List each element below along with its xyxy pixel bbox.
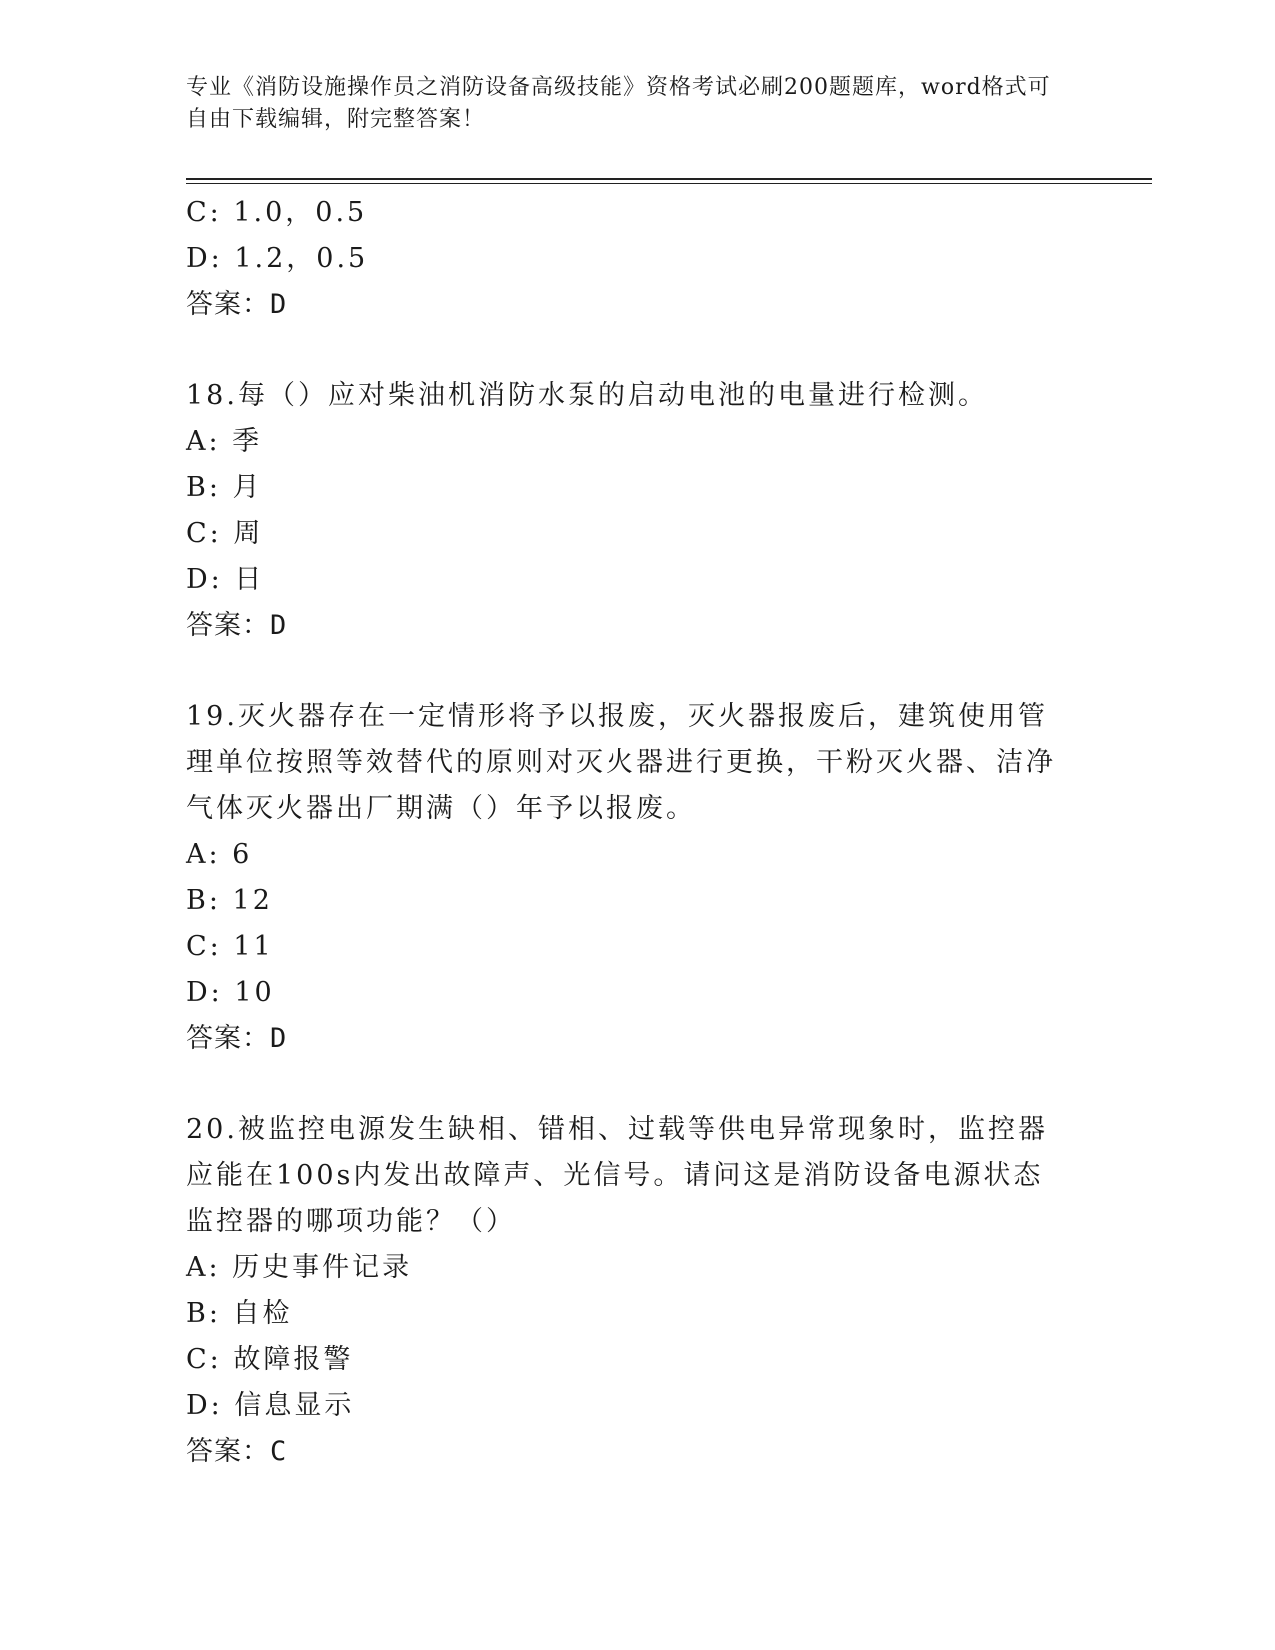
question-17-continuation <box>186 190 1086 328</box>
option-d: D: 信息显示 <box>186 1390 355 1421</box>
option-b: B: 自检 <box>186 1298 293 1329</box>
option-c: C: 1.0，0.5 <box>186 197 368 228</box>
spacer <box>186 1062 1086 1107</box>
page-header-title: 专业《消防设施操作员之消防设备高级技能》资格考试必刷200题题库，word格式可自由下载编辑，附完整答案！ <box>186 75 1051 132</box>
question-18 <box>186 373 1086 649</box>
question-stem: 20.被监控电源发生缺相、错相、过载等供电异常现象时，监控器应能在100s内发出故障声、光信号。请问这是消防设备电源状态监控器的哪项功能？（） <box>186 1114 1048 1237</box>
option-a: A: 季 <box>186 426 263 457</box>
option-d: D: 10 <box>186 977 275 1008</box>
question-stem: 19.灭火器存在一定情形将予以报废，灭火器报废后，建筑使用管理单位按照等效替代的原则对灭火器进行更换，干粉灭火器、洁净气体灭火器出厂期满（）年予以报废。 <box>186 701 1056 824</box>
option-b: B: 月 <box>186 472 263 503</box>
option-d: D: 日 <box>186 564 265 595</box>
option-a: A: 6 <box>186 839 253 870</box>
option-c: C: 11 <box>186 931 274 962</box>
option-c: C: 故障报警 <box>186 1344 354 1375</box>
option-d: D: 1.2，0.5 <box>186 243 369 274</box>
answer-line: 答案：D <box>186 610 288 641</box>
spacer <box>186 649 1086 694</box>
option-b: B: 12 <box>186 885 273 916</box>
answer-line: 答案：D <box>186 289 288 320</box>
answer-line: 答案：C <box>186 1436 288 1467</box>
question-list <box>186 190 1086 1475</box>
header-divider-thin <box>186 183 1152 184</box>
answer-line: 答案：D <box>186 1023 288 1054</box>
question-19 <box>186 694 1086 1062</box>
question-stem: 18.每（）应对柴油机消防水泵的启动电池的电量进行检测。 <box>186 380 988 411</box>
header-divider-thick <box>186 178 1152 180</box>
spacer <box>186 328 1086 373</box>
option-c: C: 周 <box>186 518 264 549</box>
question-20 <box>186 1107 1086 1475</box>
option-a: A: 历史事件记录 <box>186 1252 413 1283</box>
